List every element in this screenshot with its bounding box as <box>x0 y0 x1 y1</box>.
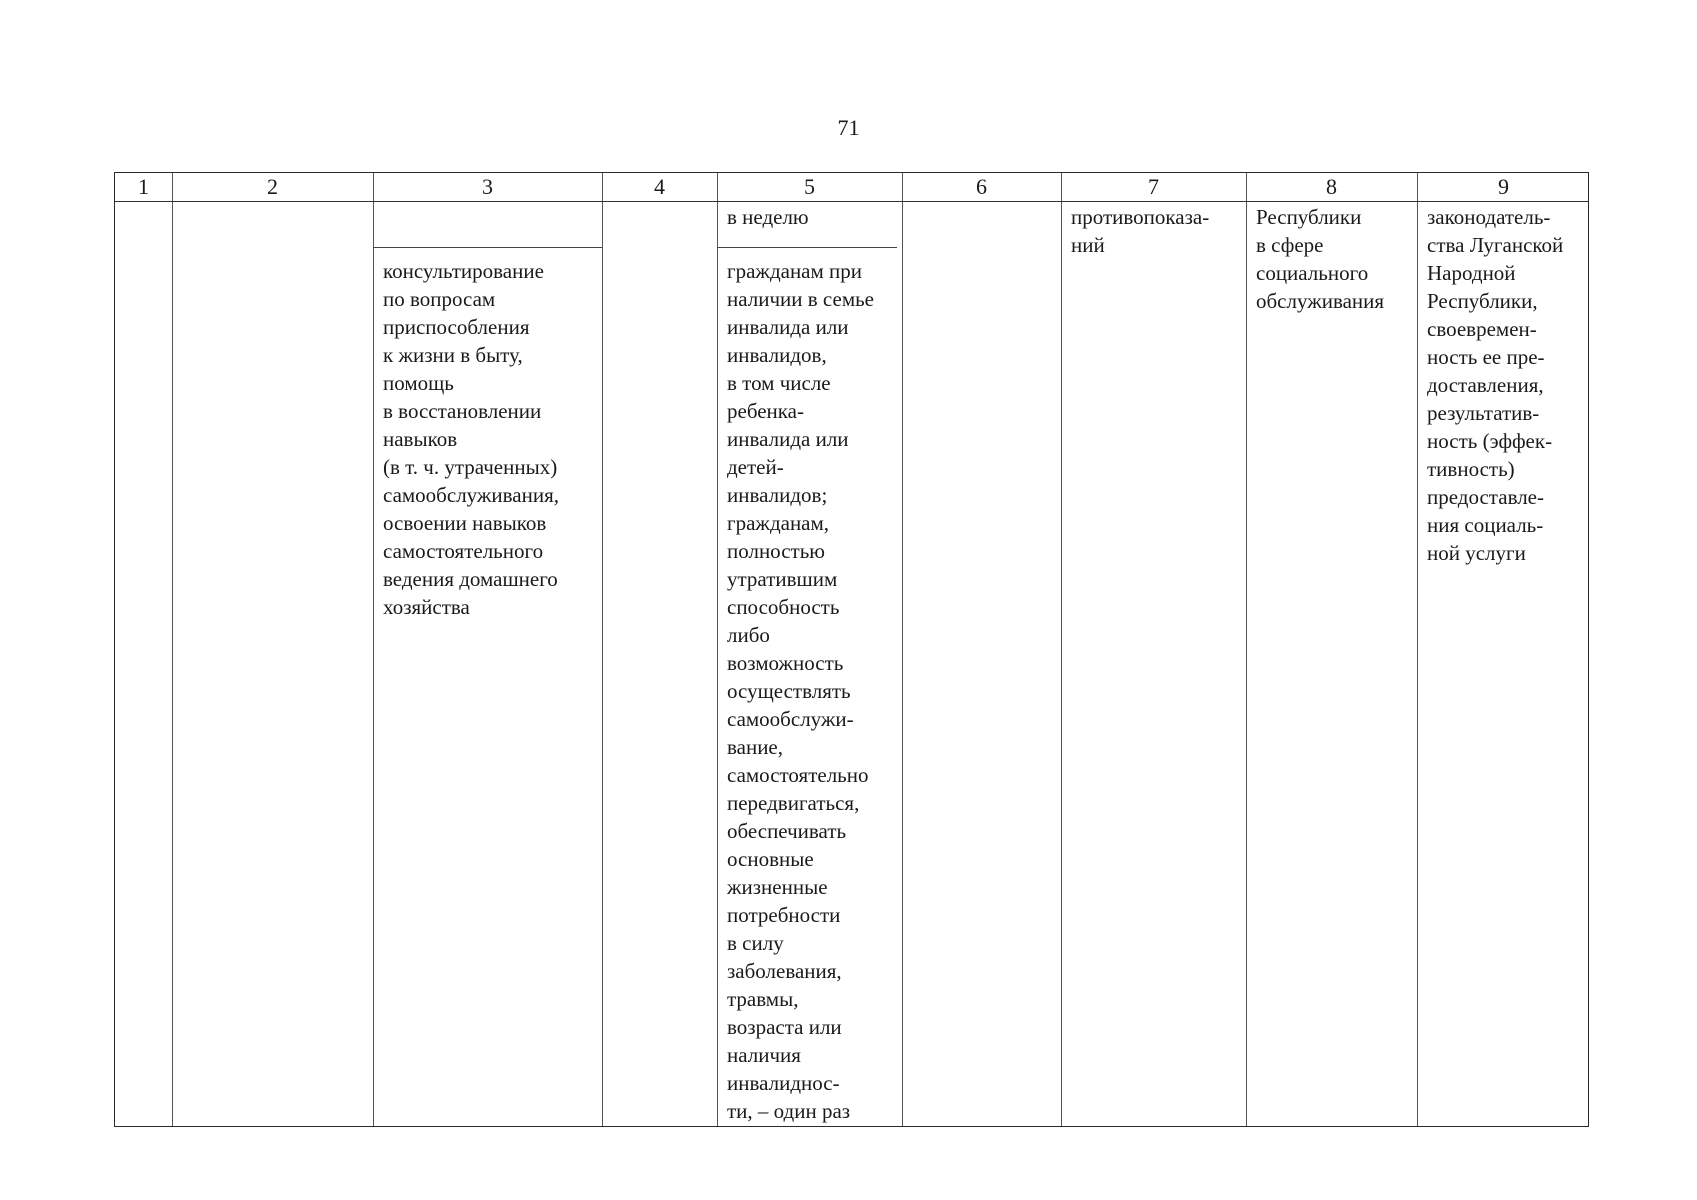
column-header-6: 6 <box>976 174 987 199</box>
cell-divider-col3 <box>373 247 602 248</box>
services-table <box>114 172 1589 1127</box>
cell-col5-top-text: в неделю <box>727 205 809 229</box>
cell-col9-text: законодатель- ства Луганской Народной Республики, своевремен- ность ее пре- доставления, результатив- ность (эффек- тивность) предоставле- ния социаль- ной услуги <box>1427 205 1564 565</box>
page-number: 71 <box>837 115 860 140</box>
cell-col8-text: Республики в сфере социального обслуживания <box>1256 205 1385 313</box>
cell-col5-conditions: гражданам при наличии в семье инвалида или инвалидов, в том числе ребенка- инвалида или детей- инвалидов; гражданам, полностью утратившим способность либо возможность осуществлять самообслужи- вание, самостоятельно передвигаться, обеспечивать основные жизненные потребности в силу заболевания, травмы, возраста или наличия инвалиднос- ти, – один раз <box>727 259 874 1123</box>
column-divider <box>717 173 718 1126</box>
column-header-4: 4 <box>654 174 665 199</box>
column-header-9: 9 <box>1498 174 1509 199</box>
column-header-7: 7 <box>1148 174 1159 199</box>
column-header-5: 5 <box>804 174 815 199</box>
column-header-3: 3 <box>482 174 493 199</box>
column-header-8: 8 <box>1326 174 1337 199</box>
column-header-2: 2 <box>267 174 278 199</box>
column-divider <box>602 173 603 1126</box>
cell-col7-text: противопоказа- ний <box>1071 205 1210 257</box>
column-divider <box>1061 173 1062 1126</box>
column-divider <box>1246 173 1247 1126</box>
cell-col3-service-description: консультирование по вопросам приспособления к жизни в быту, помощь в восстановлении навыков (в т. ч. утраченных) самообслуживания, освоении навыков самостоятельного ведения домашнего хозяйства <box>383 259 559 619</box>
column-divider <box>902 173 903 1126</box>
column-divider <box>1417 173 1418 1126</box>
column-header-1: 1 <box>138 174 149 199</box>
column-divider <box>172 173 173 1126</box>
column-divider <box>373 173 374 1126</box>
header-row-divider <box>115 201 1588 202</box>
cell-divider-col5 <box>717 247 897 248</box>
